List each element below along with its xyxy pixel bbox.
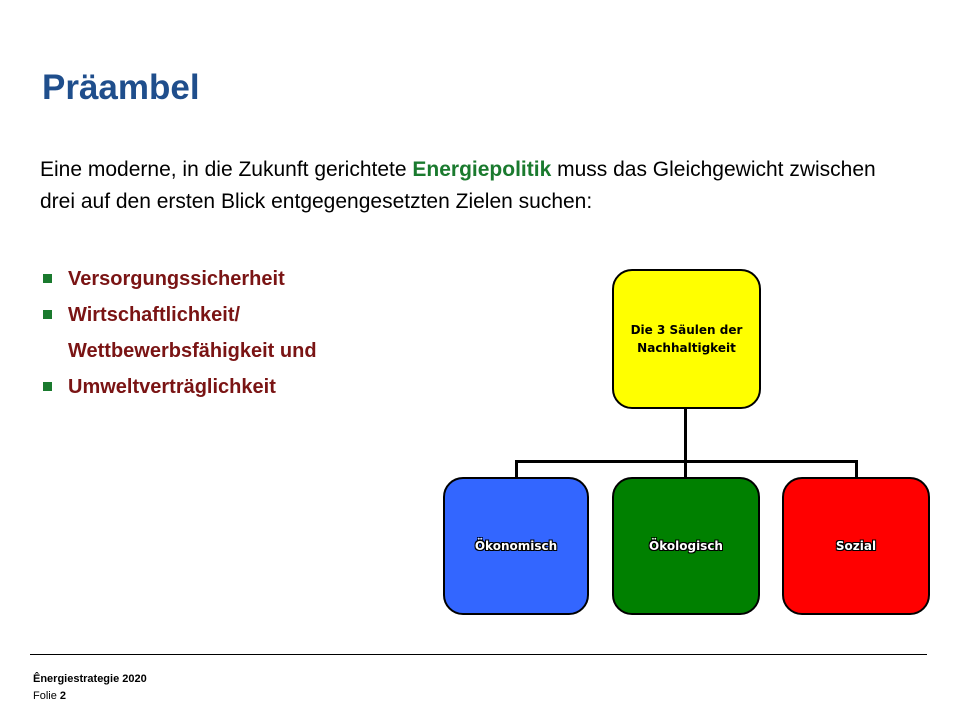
slide-title: Präambel — [42, 68, 200, 107]
square-bullet-icon — [43, 310, 52, 319]
pillar-box-social — [782, 477, 930, 615]
connector-drop-middle — [684, 460, 687, 478]
footer-page-value: 2 — [59, 690, 67, 702]
bullet-label: Wirtschaftlichkeit/ Wettbewerbsfähigkeit und — [68, 304, 317, 362]
bullet-list — [40, 261, 440, 405]
bullet-item — [40, 297, 440, 369]
connector-drop-right — [855, 460, 858, 478]
connector-vertical-root — [684, 408, 687, 462]
bullet-label: Umweltverträglichkeit — [68, 376, 276, 398]
intro-text-before: Eine moderne, in die Zukunft gerichtete — [40, 158, 413, 181]
footer-page-number — [33, 690, 66, 702]
root-box-label: Die 3 Säulen der Nachhaltigkeit — [630, 323, 743, 355]
square-bullet-icon — [43, 274, 52, 283]
connector-horizontal — [515, 460, 858, 463]
square-bullet-icon — [43, 382, 52, 391]
pillar-box-ecological — [612, 477, 760, 615]
bullet-item — [40, 261, 440, 297]
bullet-item — [40, 369, 440, 405]
intro-text-after: muss das Gleichgewicht zwischen drei auf den ersten Blick entgegengesetzten Zielen suchen: — [40, 158, 876, 213]
pillar-label-social: Sozial — [835, 539, 877, 553]
pillar-label-economic: Ökonomisch — [474, 539, 558, 553]
pillars-root-box — [612, 269, 761, 409]
bullet-label: Versorgungssicherheit — [68, 268, 285, 290]
pillar-box-economic — [443, 477, 589, 615]
footer-divider — [30, 654, 927, 655]
footer-title: Ênergiestrategie 2020 — [33, 673, 147, 685]
footer-page-prefix: Folie — [33, 690, 60, 702]
intro-highlight: Energiepolitik — [412, 158, 552, 181]
pillar-label-ecological: Ökologisch — [649, 539, 723, 553]
connector-drop-left — [515, 460, 518, 478]
intro-paragraph — [40, 154, 900, 218]
